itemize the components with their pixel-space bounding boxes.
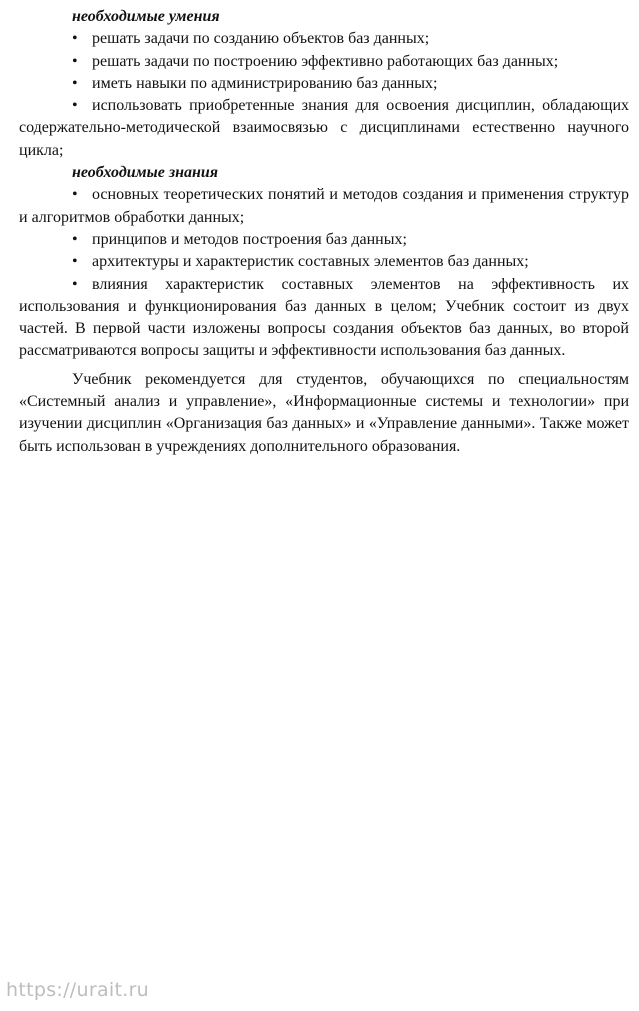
skills-item xyxy=(19,51,629,73)
skills-item-text: использовать приобретенные знания для освоения дисциплин, обладающих содержательно-методической взаимосвязью с дисциплинами естественно научного цикла; xyxy=(19,97,629,159)
bullet-icon: • xyxy=(72,253,78,271)
skills-item-text: иметь навыки по администрированию баз данных; xyxy=(92,74,438,92)
skills-item xyxy=(19,28,629,50)
bullet-icon: • xyxy=(72,52,78,70)
skills-item-text: решать задачи по построению эффективно работающих баз данных; xyxy=(92,52,559,70)
knowledge-item xyxy=(19,274,629,363)
knowledge-item-text: принципов и методов построения баз данных; xyxy=(92,230,407,248)
bullet-icon: • xyxy=(72,186,78,204)
knowledge-item-text: архитектуры и характеристик составных элементов баз данных; xyxy=(92,253,529,271)
skills-item xyxy=(19,73,629,95)
bullet-icon: • xyxy=(72,275,78,293)
knowledge-item xyxy=(19,229,629,251)
knowledge-item-text: основных теоретических понятий и методов создания и применения структур и алгоритмов обработки данных; xyxy=(19,186,629,226)
knowledge-item-text: влияния характеристик составных элементов на эффективность их использования и функционирования баз данных в целом; Учебник состоит из двух частей. В первой части изложены вопросы создания объектов баз данных, во второй рассматриваются вопросы защиты и эффективности использования баз данных. xyxy=(19,275,629,360)
bullet-icon: • xyxy=(72,30,78,48)
knowledge-heading: необходимые знания xyxy=(72,164,218,182)
knowledge-item xyxy=(19,251,629,273)
bullet-icon: • xyxy=(72,97,78,115)
document-page xyxy=(19,6,629,458)
knowledge-item xyxy=(19,184,629,229)
skills-item xyxy=(19,95,629,162)
bullet-icon: • xyxy=(72,230,78,248)
recommendation-paragraph: Учебник рекомендуется для студентов, обучающихся по специальностям «Системный анализ и управление», «Информационные системы и технологии» при изучении дисциплин «Организация баз данных» и «Управление данными». Также может быть использован в учреждениях дополнительного образования. xyxy=(19,370,629,455)
bullet-icon: • xyxy=(72,74,78,92)
source-watermark: https://urait.ru xyxy=(6,979,150,1001)
skills-heading: необходимые умения xyxy=(72,8,220,25)
skills-item-text: решать задачи по созданию объектов баз данных; xyxy=(92,30,430,48)
